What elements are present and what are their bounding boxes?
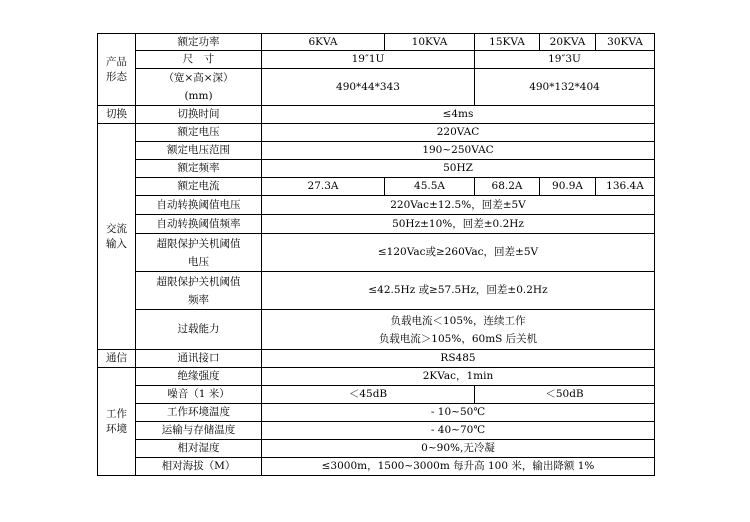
cell-value: 136.4A	[596, 178, 655, 196]
spec-table	[97, 33, 655, 476]
row-noise	[98, 386, 655, 404]
row-switch-time	[98, 106, 655, 124]
row-size-rack	[98, 51, 655, 69]
cell-value	[262, 310, 655, 350]
row-rated-power	[98, 34, 655, 51]
row-label: 额定电流	[136, 178, 262, 196]
row-limit-volt	[98, 234, 655, 272]
group-comm: 通信	[98, 350, 136, 368]
group-switch: 切换	[98, 106, 136, 124]
group-label-line: 工作	[106, 407, 127, 420]
cell-value: 20KVA	[540, 34, 596, 51]
row-rated-current	[98, 178, 655, 196]
label-line: 超限保护关机阈值	[156, 237, 241, 250]
cell-value: 45.5A	[385, 178, 475, 196]
row-label: 绝缘强度	[136, 368, 262, 386]
group-label-line: 产品	[106, 55, 127, 68]
cell-value: 50Hz±10%，回差±0.2Hz	[262, 215, 655, 234]
row-altitude	[98, 458, 655, 476]
cell-value: 490*44*343	[262, 69, 475, 106]
row-comm-port	[98, 350, 655, 368]
label-line: 电压	[188, 255, 209, 268]
value-line: 负载电流＜105%，连续工作	[390, 314, 526, 327]
cell-value: ＜45dB	[262, 386, 475, 404]
row-voltage-range	[98, 142, 655, 160]
row-label: 额定频率	[136, 160, 262, 178]
row-label	[136, 234, 262, 272]
row-label: 自动转换阈值频率	[136, 215, 262, 234]
cell-value: 19″1U	[262, 51, 475, 69]
row-rated-freq	[98, 160, 655, 178]
group-label-line: 形态	[106, 70, 127, 83]
row-label: 尺 寸	[136, 51, 262, 69]
row-label: 工作环境温度	[136, 404, 262, 422]
cell-value: - 40~70℃	[262, 422, 655, 440]
row-label	[136, 272, 262, 310]
cell-value: 68.2A	[475, 178, 540, 196]
cell-value: 0~90%,无冷凝	[262, 440, 655, 458]
row-auto-volt	[98, 196, 655, 215]
cell-value: 220VAC	[262, 124, 655, 142]
row-insulation	[98, 368, 655, 386]
cell-value: 30KVA	[596, 34, 655, 51]
row-label: 相对海拔（M）	[136, 458, 262, 476]
cell-value: 490*132*404	[475, 69, 655, 106]
cell-value: 50HZ	[262, 160, 655, 178]
cell-value: 10KVA	[385, 34, 475, 51]
cell-value: 190~250VAC	[262, 142, 655, 160]
cell-value: 220Vac±12.5%，回差±5V	[262, 196, 655, 215]
row-label: 过载能力	[136, 310, 262, 350]
row-auto-freq	[98, 215, 655, 234]
row-label: 噪音（1 米）	[136, 386, 262, 404]
row-label: 自动转换阈值电压	[136, 196, 262, 215]
row-limit-freq	[98, 272, 655, 310]
row-work-temp	[98, 404, 655, 422]
cell-value: 27.3A	[262, 178, 385, 196]
row-label: 通讯接口	[136, 350, 262, 368]
row-label: 额定电压范围	[136, 142, 262, 160]
group-ac-input	[98, 124, 136, 350]
row-overload	[98, 310, 655, 350]
row-humidity	[98, 440, 655, 458]
cell-value: ≤42.5Hz 或≥57.5Hz，回差±0.2Hz	[262, 272, 655, 310]
cell-value: RS485	[262, 350, 655, 368]
row-label: 额定功率	[136, 34, 262, 51]
group-label-line: 交流	[106, 222, 127, 235]
label-line: （宽×高×深）	[163, 72, 234, 84]
group-product-form	[98, 34, 136, 106]
cell-value: ≤3000m，1500~3000m 每升高 100 米，输出降额 1%	[262, 458, 655, 476]
group-label-line: 输入	[106, 237, 127, 250]
row-size-dims	[98, 69, 655, 88]
row-label: 切换时间	[136, 106, 262, 124]
group-label-line: 环境	[106, 422, 127, 435]
label-line: (mm)	[184, 90, 213, 102]
cell-value: 15KVA	[475, 34, 540, 51]
cell-value: ≤120Vac或≥260Vac，回差±5V	[262, 234, 655, 272]
row-label	[136, 69, 262, 106]
cell-value: 2KVac，1min	[262, 368, 655, 386]
row-label: 相对湿度	[136, 440, 262, 458]
value-line: 负载电流＞105%，60mS 后关机	[378, 332, 538, 345]
cell-value: ≤4ms	[262, 106, 655, 124]
cell-value: 19″3U	[475, 51, 655, 69]
row-rated-voltage	[98, 124, 655, 142]
row-label: 运输与存储温度	[136, 422, 262, 440]
cell-value: 90.9A	[540, 178, 596, 196]
group-environment	[98, 368, 136, 476]
row-label: 额定电压	[136, 124, 262, 142]
label-line: 超限保护关机阈值	[156, 275, 241, 288]
row-store-temp	[98, 422, 655, 440]
cell-value: - 10~50℃	[262, 404, 655, 422]
cell-value: 6KVA	[262, 34, 385, 51]
cell-value: ＜50dB	[475, 386, 655, 404]
label-line: 频率	[188, 293, 209, 306]
